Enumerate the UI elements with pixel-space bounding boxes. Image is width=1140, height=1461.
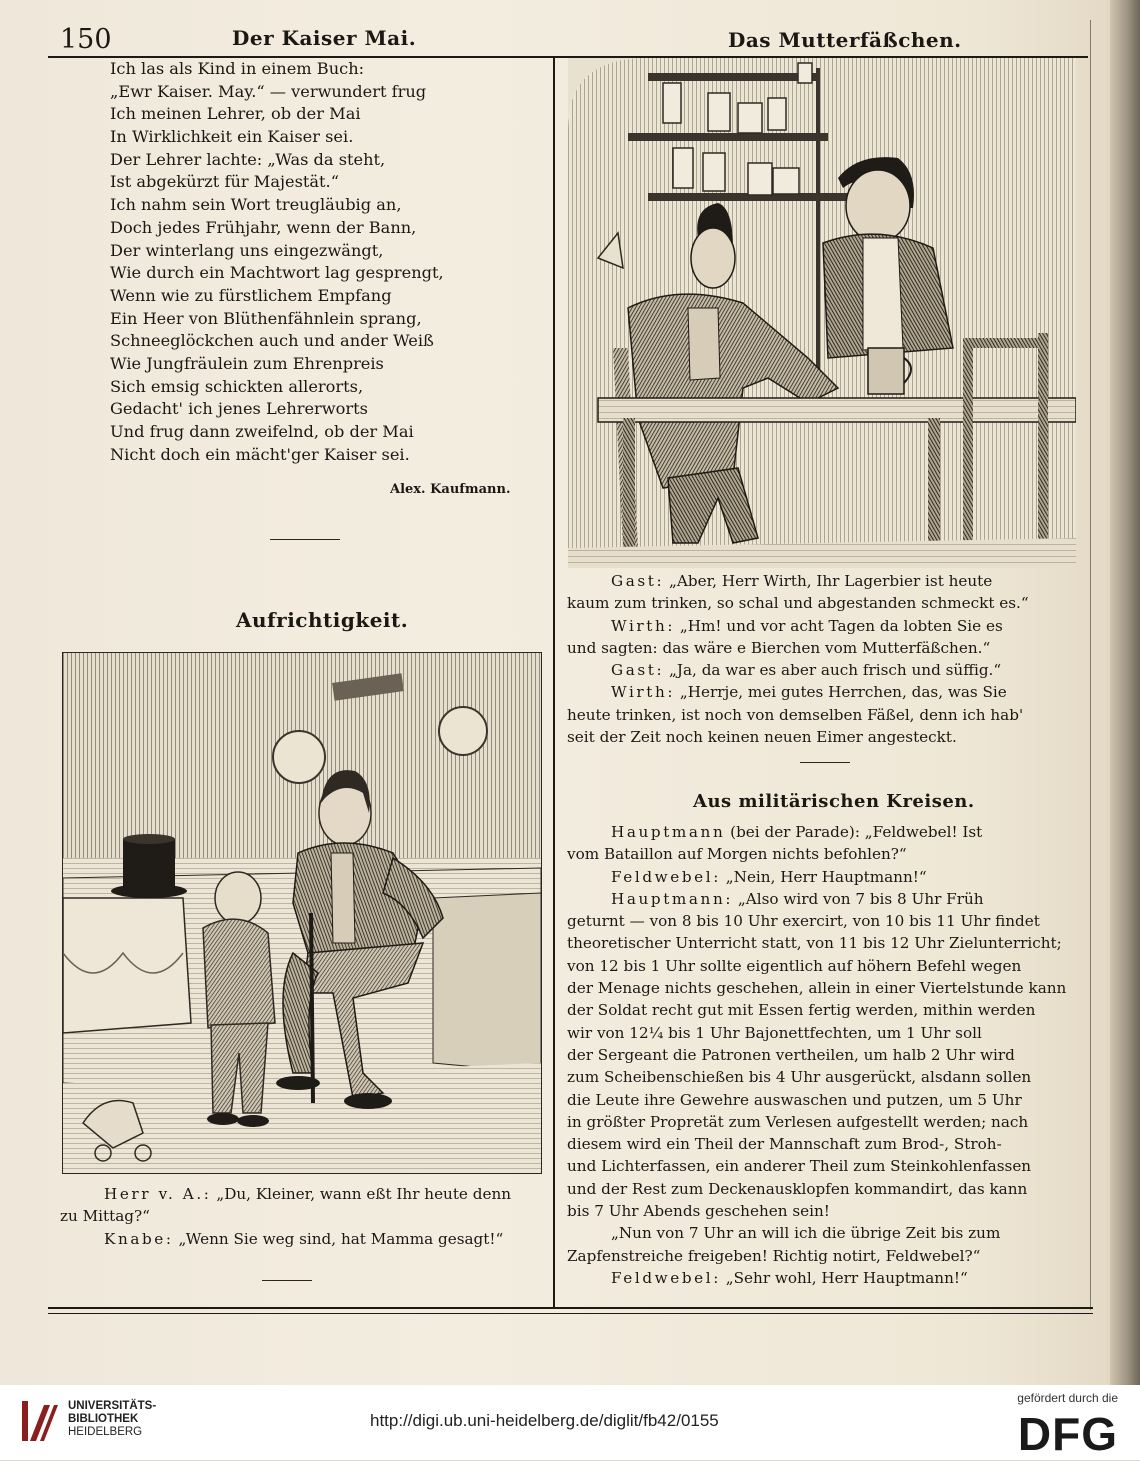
dialogue-line xyxy=(567,592,1077,614)
dialogue-line xyxy=(567,570,1077,592)
dialogue-text: der Soldat recht gut mit Essen fertig werden, mithin werden xyxy=(567,1001,1036,1020)
dialogue-line xyxy=(567,681,1077,703)
university-library-logo[interactable] xyxy=(20,1397,60,1445)
speaker: Feldwebel: xyxy=(611,867,721,886)
poem-line: Wie Jungfräulein zum Ehrenpreis xyxy=(110,353,384,373)
dialogue-line xyxy=(567,726,1077,748)
dialogue-line xyxy=(567,910,1077,932)
poem-line: Ein Heer von Blüthenfähnlein sprang, xyxy=(110,308,422,328)
dialogue-line xyxy=(567,977,1077,999)
dfg-logo[interactable]: DFG xyxy=(1017,1408,1118,1460)
dialogue-line xyxy=(567,932,1077,954)
dialogue-line xyxy=(567,704,1077,726)
section-title-aufrichtigkeit: Aufrichtigkeit. xyxy=(236,608,409,632)
speaker: Herr v. A.: xyxy=(104,1185,212,1203)
dialogue-line xyxy=(567,955,1077,977)
poem-line: Doch jedes Frühjahr, wenn der Bann, xyxy=(110,217,417,237)
dialogue-text: und Lichterfassen, ein anderer Theil zum Steinkohlenfassen xyxy=(567,1157,1032,1176)
library-name-line: BIBLIOTHEK xyxy=(68,1413,139,1425)
dialogue-text: „Herrje, mei gutes Herrchen, das, was Sie xyxy=(679,683,1007,702)
dialogue-text: zum Scheibenschießen bis 4 Uhr ausgerückt, alsdann sollen xyxy=(567,1068,1032,1087)
right-edge-rule xyxy=(1090,20,1091,1310)
dialogue-line xyxy=(567,1200,1077,1222)
dialogue-line xyxy=(567,888,1077,910)
separator xyxy=(262,1280,312,1281)
bottom-rule xyxy=(48,1307,1093,1309)
dialogue-text: und sagten: das wäre e Bierchen vom Mutterfäßchen.“ xyxy=(567,638,991,657)
dialogue-text: „Sehr wohl, Herr Hauptmann!“ xyxy=(725,1268,968,1287)
poem-text xyxy=(110,58,444,466)
section-title-militaer: Aus militärischen Kreisen. xyxy=(693,791,975,812)
dialogue-text: der Sergeant die Patronen vertheilen, um halb 2 Uhr wird xyxy=(567,1045,1015,1064)
dialogue-line xyxy=(567,1245,1077,1267)
library-name xyxy=(68,1400,156,1439)
dialogue-line xyxy=(567,659,1077,681)
dialogue-line xyxy=(567,1089,1077,1111)
dialogue-line xyxy=(567,821,1077,843)
dialogue-text: Zapfenstreiche freigeben! Richtig notirt, Feldwebel?“ xyxy=(567,1246,981,1265)
dialogue-line xyxy=(567,1044,1077,1066)
dialogue-line xyxy=(567,1267,1077,1289)
speaker: Wirth: xyxy=(611,683,676,702)
poem-line: „Ewr Kaiser. May.“ — verwundert frug xyxy=(110,81,427,101)
mutterfaesschen-dialogue xyxy=(567,570,1077,748)
dialogue-text: die Leute ihre Gewehre auswaschen und putzen, um 5 Uhr xyxy=(567,1090,1022,1109)
left-header: Der Kaiser Mai. xyxy=(232,26,417,50)
poem-line: Gedacht' ich jenes Lehrerworts xyxy=(110,399,368,419)
footer-bar xyxy=(0,1385,1140,1460)
poem-line: Und frug dann zweifelnd, ob der Mai xyxy=(110,422,414,441)
illustration-man-and-boy xyxy=(62,652,542,1174)
dialogue-line xyxy=(567,615,1077,637)
aufrichtigkeit-dialogue xyxy=(60,1183,544,1250)
dialogue-line xyxy=(567,843,1077,865)
dialogue-text: heute trinken, ist noch von demselben Fäßel, denn ich hab' xyxy=(567,705,1024,724)
illustration-tavern xyxy=(568,58,1076,568)
library-logo-icon xyxy=(20,1397,60,1445)
dialogue-text: „Nein, Herr Hauptmann!“ xyxy=(725,867,927,886)
dialogue-text: von 12 bis 1 Uhr sollte eigentlich auf höhern Befehl wegen xyxy=(567,956,1022,975)
separator xyxy=(800,762,850,763)
poem-line: Ist abgekürzt für Majestät.“ xyxy=(110,172,339,192)
dialogue-text: „Hm! und vor acht Tagen da lobten Sie es xyxy=(679,616,1003,635)
dialogue-text: vom Bataillon auf Morgen nichts befohlen?“ xyxy=(567,845,907,864)
library-name-line: UNIVERSITÄTS- xyxy=(68,1400,157,1412)
library-name-line: HEIDELBERG xyxy=(68,1426,143,1438)
poem-line: Der winterlang uns eingezwängt, xyxy=(110,240,384,260)
dialogue-text: theoretischer Unterricht statt, von 11 bis 12 Uhr Zielunterricht; xyxy=(567,934,1062,953)
poem-line: Nicht doch ein mächt'ger Kaiser sei. xyxy=(110,444,410,464)
dialogue-line xyxy=(60,1205,544,1227)
dialogue-text: zu Mittag?“ xyxy=(60,1207,150,1226)
dialogue-text: der Menage nichts geschehen, allein in einer Viertelstunde kann xyxy=(567,979,1067,998)
poem-line: Wie durch ein Machtwort lag gesprengt, xyxy=(110,263,444,283)
column-rule xyxy=(553,58,555,1307)
poem-line: Schneeglöckchen auch und ander Weiß xyxy=(110,331,434,351)
speaker: Hauptmann xyxy=(611,823,726,841)
dialogue-text: in größter Propretät zum Verlesen aufgestellt werden; nach xyxy=(567,1112,1029,1131)
engraving-tavern xyxy=(568,58,1076,568)
dialogue-line xyxy=(567,1155,1077,1177)
engraving-man-and-boy xyxy=(63,653,541,1173)
dialogue-line xyxy=(567,866,1077,888)
poem-line: Ich las als Kind in einem Buch: xyxy=(110,59,365,78)
dialogue-line xyxy=(567,1111,1077,1133)
militaer-dialogue xyxy=(567,821,1077,1289)
dialogue-line xyxy=(567,637,1077,659)
poem-author: Alex. Kaufmann. xyxy=(390,482,511,497)
dialogue-text: geturnt — von 8 bis 10 Uhr exercirt, von 10 bis 11 Uhr findet xyxy=(567,912,1040,931)
dialogue-text: bis 7 Uhr Abends geschehen sein! xyxy=(567,1202,830,1221)
poem-line: Ich meinen Lehrer, ob der Mai xyxy=(110,104,361,124)
dialogue-text: wir von 12¼ bis 1 Uhr Bajonettfechten, um 1 Uhr soll xyxy=(567,1023,982,1042)
speaker: Gast: xyxy=(611,572,665,590)
dialogue-text: „Also wird von 7 bis 8 Uhr Früh xyxy=(737,889,984,908)
speaker: Hauptmann: xyxy=(611,889,734,908)
separator xyxy=(270,539,340,540)
poem-line: In Wirklichkeit ein Kaiser sei. xyxy=(110,127,354,147)
permalink-url[interactable]: http://digi.ub.uni-heidelberg.de/diglit/fb42/0155 xyxy=(370,1411,719,1430)
speaker: Gast: xyxy=(611,661,665,680)
right-header: Das Mutterfäßchen. xyxy=(728,28,962,52)
dialogue-text: diesem wird ein Theil der Mannschaft zum Brod-, Stroh- xyxy=(567,1135,1002,1154)
dialogue-line xyxy=(567,1178,1077,1200)
dialogue-text: „Ja, da war es aber auch frisch und süffig.“ xyxy=(669,661,1002,680)
poem-line: Ich nahm sein Wort treugläubig an, xyxy=(110,195,402,215)
bottom-rule-thin xyxy=(48,1313,1093,1314)
dialogue-text: „Wenn Sie weg sind, hat Mamma gesagt!“ xyxy=(178,1229,504,1248)
dialogue-line xyxy=(567,1022,1077,1044)
funding-note: gefördert durch die xyxy=(1017,1391,1118,1405)
dialogue-text: und der Rest zum Deckenausklopfen kommandirt, das kann xyxy=(567,1179,1028,1198)
poem-line: Der Lehrer lachte: „Was da steht, xyxy=(110,149,386,169)
dialogue-text: „Aber, Herr Wirth, Ihr Lagerbier ist heute xyxy=(669,572,993,590)
page-number: 150 xyxy=(60,24,112,55)
speaker: Feldwebel: xyxy=(611,1268,721,1287)
dialogue-line xyxy=(567,1066,1077,1088)
dialogue-text: kaum zum trinken, so schal und abgestanden schmeckt es.“ xyxy=(567,594,1029,613)
dialogue-line xyxy=(567,1222,1077,1244)
dialogue-line xyxy=(567,999,1077,1021)
dialogue-text: „Nun von 7 Uhr an will ich die übrige Zeit bis zum xyxy=(611,1224,1001,1243)
dialogue-line xyxy=(60,1183,544,1205)
dialogue-line xyxy=(60,1228,544,1250)
speaker: Knabe: xyxy=(104,1229,174,1248)
dialogue-text: seit der Zeit noch keinen neuen Eimer angesteckt. xyxy=(567,728,957,747)
poem-line: Sich emsig schickten allerorts, xyxy=(110,376,364,396)
dialogue-line xyxy=(567,1133,1077,1155)
dialogue-text: „Du, Kleiner, wann eßt Ihr heute denn xyxy=(216,1185,512,1203)
speaker: Wirth: xyxy=(611,616,676,635)
dialogue-text: (bei der Parade): „Feldwebel! Ist xyxy=(730,823,983,841)
book-spine xyxy=(1110,0,1140,1385)
poem-line: Wenn wie zu fürstlichem Empfang xyxy=(110,285,392,305)
